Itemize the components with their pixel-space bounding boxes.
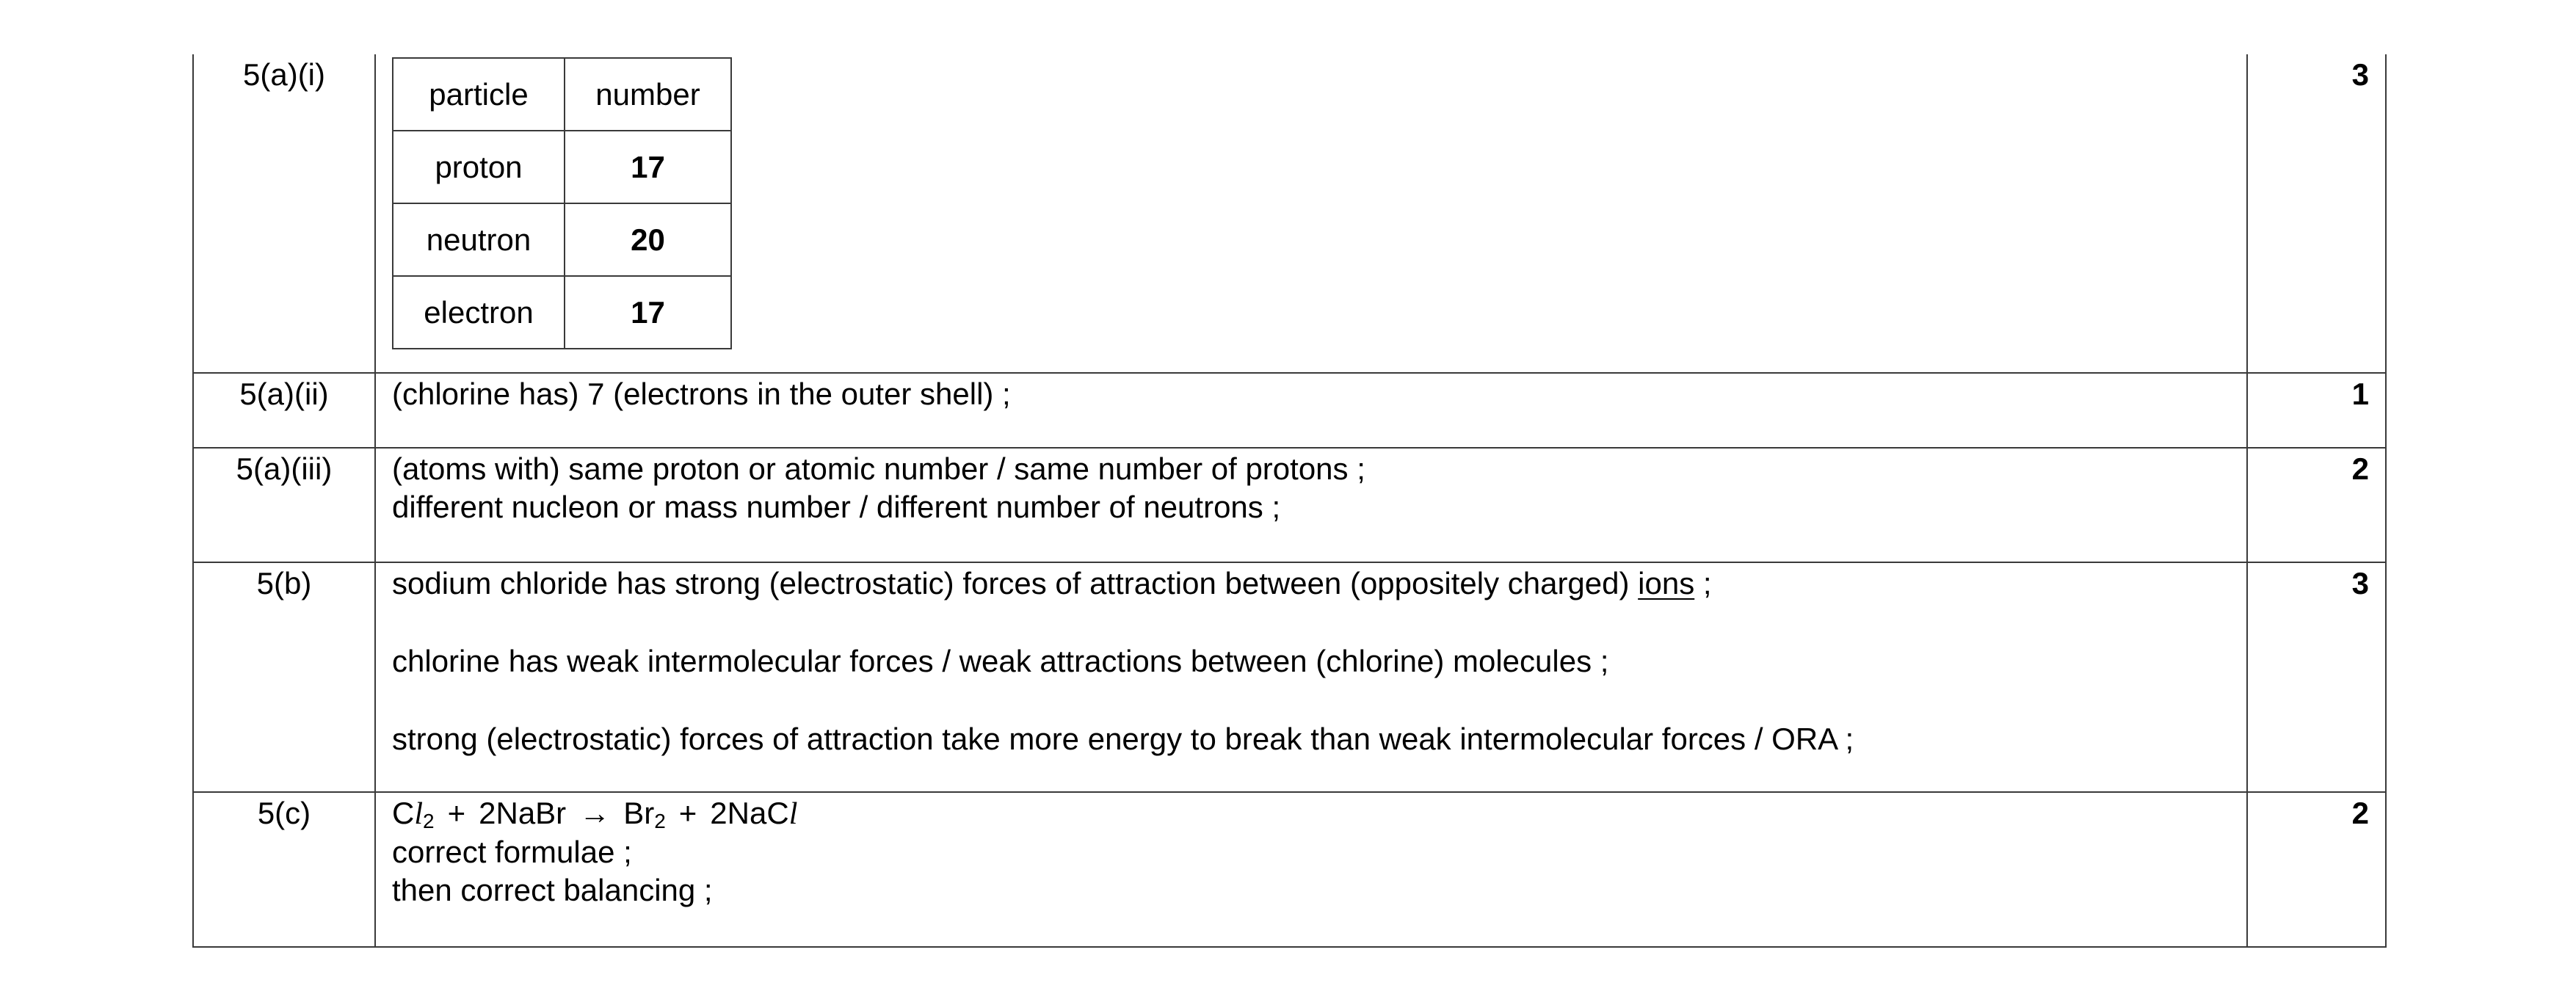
answer-text: sodium chloride has strong (electrostatic) forces of attraction between (oppositely charged): [392, 566, 1639, 600]
question-number: 5(a)(ii): [193, 373, 375, 448]
row-5a-i: [193, 54, 2386, 373]
answer-cell: [375, 54, 2247, 373]
question-number: 5(c): [193, 792, 375, 947]
eq-cl2-c: C: [392, 796, 415, 830]
particle-name: proton: [393, 131, 565, 203]
eq-nabr: 2NaBr: [479, 796, 567, 830]
underlined-keyword: ions: [1638, 566, 1695, 600]
particle-row-electron: [393, 276, 731, 349]
answer-cell: [375, 448, 2247, 562]
line-gap: [392, 680, 2246, 720]
column-header-particle: particle: [393, 58, 565, 131]
answer-line: (chlorine has) 7 (electrons in the outer shell) ;: [392, 377, 1011, 411]
chemical-equation: [392, 794, 2246, 833]
answer-text: ;: [1694, 566, 1712, 600]
line-gap: [392, 603, 2246, 642]
answer-cell: [375, 792, 2247, 947]
answer-cell: [375, 373, 2247, 448]
column-header-number: number: [565, 58, 731, 131]
particle-name: electron: [393, 276, 565, 349]
eq-br2-subscript: 2: [654, 810, 666, 832]
particle-number: 17: [565, 276, 731, 349]
question-number: 5(a)(i): [193, 54, 375, 373]
eq-nacl-l: l: [788, 797, 798, 831]
answer-line: different nucleon or mass number / different number of neutrons ;: [392, 490, 1281, 524]
answer-line-2: chlorine has weak intermolecular forces / weak attractions between (chlorine) molecules ;: [392, 644, 1609, 678]
row-5b: [193, 562, 2386, 792]
answer-line: then correct balancing ;: [392, 873, 713, 907]
row-5a-iii: [193, 448, 2386, 562]
particle-row-proton: [393, 131, 731, 203]
answer-line-3: strong (electrostatic) forces of attraction take more energy to break than weak intermolecular forces / ORA ;: [392, 722, 1854, 756]
marks: 2: [2247, 448, 2386, 562]
answer-line: (atoms with) same proton or atomic number / same number of protons ;: [392, 451, 1365, 486]
row-5a-ii: [193, 373, 2386, 448]
answer-line: correct formulae ;: [392, 835, 632, 869]
marks: 3: [2247, 54, 2386, 373]
answer-line-1: [392, 564, 2246, 603]
marks: 2: [2247, 792, 2386, 947]
eq-cl2-subscript: 2: [423, 810, 435, 832]
question-number: 5(b): [193, 562, 375, 792]
eq-br2: Br: [623, 796, 655, 830]
marks: 3: [2247, 562, 2386, 792]
question-number: 5(a)(iii): [193, 448, 375, 562]
answer-cell: [375, 562, 2247, 792]
eq-plus: +: [678, 796, 697, 830]
eq-cl2-l: l: [414, 797, 424, 831]
particle-name: neutron: [393, 203, 565, 276]
particle-row-neutron: [393, 203, 731, 276]
particle-number: 20: [565, 203, 731, 276]
reaction-arrow-icon: →: [579, 796, 611, 830]
row-5c: [193, 792, 2386, 947]
eq-nacl: 2NaC: [710, 796, 789, 830]
particle-number: 17: [565, 131, 731, 203]
particle-table: [392, 57, 732, 349]
eq-plus: +: [447, 796, 466, 830]
marks: 1: [2247, 373, 2386, 448]
particle-table-header: [393, 58, 731, 131]
mark-scheme-table: [192, 54, 2387, 948]
